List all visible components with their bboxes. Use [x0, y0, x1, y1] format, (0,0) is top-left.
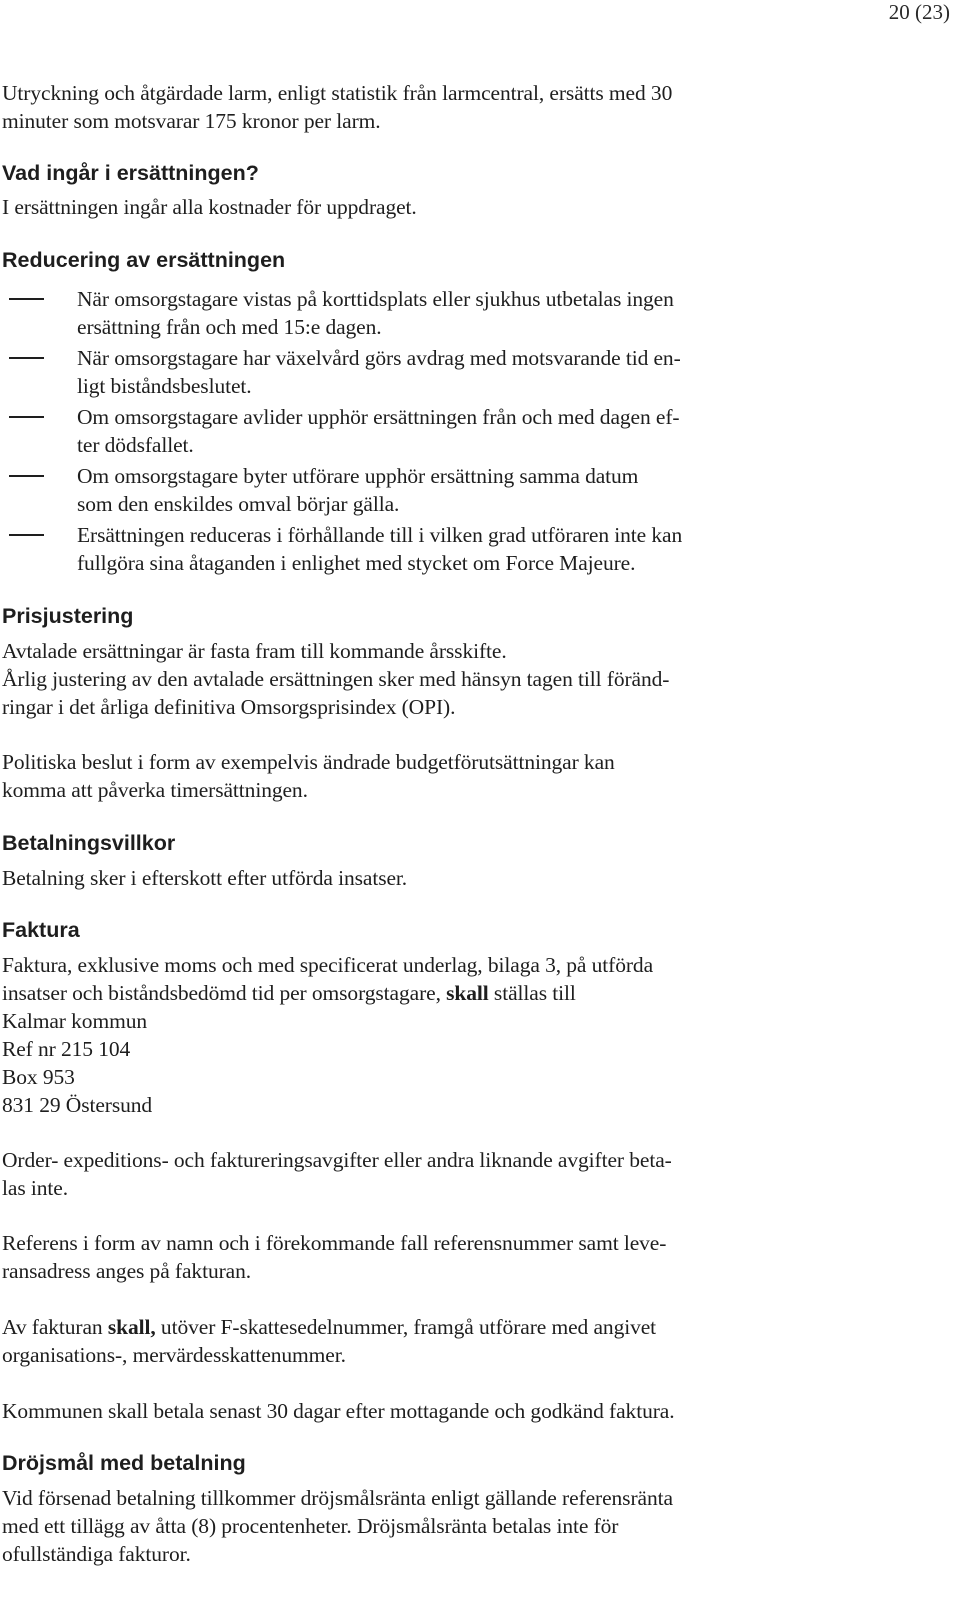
paragraph-line: med ett tillägg av åtta (8) procentenheter. Dröjsmålsränta betalas inte för [2, 1514, 619, 1538]
text-run: insatser och biståndsbedömd tid per omsorgstagare, [2, 981, 447, 1005]
text-run: utöver F-skattesedelnummer, framgå utförare med angivet [155, 1315, 657, 1339]
list-item-line: ligt biståndsbeslutet. [77, 374, 252, 398]
address-line: 831 29 Östersund [2, 1093, 153, 1117]
list-item-line: Ersättningen reduceras i förhållande till i vilken grad utföraren inte kan [77, 523, 683, 547]
invoice-paragraph-2 [2, 1146, 940, 1202]
list-item-line: När omsorgstagare vistas på korttidsplats eller sjukhus utbetalas ingen [77, 287, 674, 311]
list-item [0, 462, 900, 518]
invoice-paragraph-1 [2, 951, 940, 1119]
dash-bullet [9, 534, 44, 536]
invoice-paragraph-5: Kommunen skall betala senast 30 dagar efter mottagande och godkänd faktura. [2, 1399, 675, 1423]
bold-text: skall, [107, 1315, 156, 1339]
list-item-line: Om omsorgstagare avlider upphör ersättningen från och med dagen ef- [77, 405, 680, 429]
payment-terms-text: Betalning sker i efterskott efter utförda insatser. [2, 866, 408, 890]
paragraph-line: Order- expeditions- och faktureringsavgifter eller andra liknande avgifter beta- [2, 1148, 672, 1172]
paragraph-line: ringar i det årliga definitiva Omsorgsprisindex (OPI). [2, 695, 456, 719]
paragraph-line: Årlig justering av den avtalade ersättningen sker med hänsyn tagen till föränd- [2, 667, 670, 691]
list-item [0, 344, 900, 400]
address-line: Kalmar kommun [2, 1009, 147, 1033]
text-run: ställas till [488, 981, 576, 1005]
paragraph-line: Politiska beslut i form av exempelvis ändrade budgetförutsättningar kan [2, 750, 615, 774]
paragraph-line: Avtalade ersättningar är fasta fram till kommande årsskifte. [2, 639, 507, 663]
reduction-heading: Reducering av ersättningen [2, 248, 286, 272]
included-heading: Vad ingår i ersättningen? [2, 161, 259, 185]
list-item-line: Om omsorgstagare byter utförare upphör ersättning samma datum [77, 464, 639, 488]
paragraph-line [2, 1313, 940, 1341]
price-adjustment-paragraph-1 [2, 637, 940, 721]
reduction-list [0, 285, 900, 580]
paragraph-line: Faktura, exklusive moms och med specificerat underlag, bilaga 3, på utförda [2, 953, 654, 977]
paragraph-line: organisations-, mervärdesskattenummer. [2, 1343, 346, 1367]
dash-bullet [9, 298, 44, 300]
invoice-paragraph-3 [2, 1229, 940, 1285]
dash-bullet [9, 357, 44, 359]
late-payment-paragraph [2, 1484, 940, 1568]
invoice-paragraph-4 [2, 1313, 940, 1369]
list-item-line: ersättning från och med 15:e dagen. [77, 315, 382, 339]
address-line: Box 953 [2, 1065, 75, 1089]
text-run: Av fakturan [2, 1315, 108, 1339]
paragraph-line: komma att påverka timersättningen. [2, 778, 308, 802]
invoice-heading: Faktura [2, 918, 80, 942]
included-text: I ersättningen ingår alla kostnader för uppdraget. [2, 195, 417, 219]
paragraph-line: ofullständiga fakturor. [2, 1542, 191, 1566]
list-item [0, 403, 900, 459]
payment-terms-heading: Betalningsvillkor [2, 831, 176, 855]
intro-paragraph [2, 79, 940, 135]
intro-line-1: Utryckning och åtgärdade larm, enligt statistik från larmcentral, ersätts med 30 [2, 81, 673, 105]
paragraph-line: Referens i form av namn och i förekommande fall referensnummer samt leve- [2, 1231, 667, 1255]
paragraph-line: ransadress anges på fakturan. [2, 1259, 252, 1283]
address-line: Ref nr 215 104 [2, 1037, 131, 1061]
price-adjustment-paragraph-2 [2, 748, 940, 804]
list-item-line: ter dödsfallet. [77, 433, 194, 457]
bold-text: skall [446, 981, 489, 1005]
price-adjustment-heading: Prisjustering [2, 604, 134, 628]
list-item [0, 285, 900, 341]
page-number: 20 (23) [888, 0, 950, 24]
dash-bullet [9, 416, 44, 418]
paragraph-line [2, 979, 940, 1007]
paragraph-line: Vid försenad betalning tillkommer dröjsmålsränta enligt gällande referensränta [2, 1486, 673, 1510]
intro-line-2: minuter som motsvarar 175 kronor per larm. [2, 109, 381, 133]
list-item [0, 521, 900, 577]
list-item-line: När omsorgstagare har växelvård görs avdrag med motsvarande tid en- [77, 346, 681, 370]
list-item-line: fullgöra sina åtaganden i enlighet med stycket om Force Majeure. [77, 551, 636, 575]
late-payment-heading: Dröjsmål med betalning [2, 1451, 246, 1475]
paragraph-line: las inte. [2, 1176, 68, 1200]
dash-bullet [9, 475, 44, 477]
list-item-line: som den enskildes omval börjar gälla. [77, 492, 400, 516]
